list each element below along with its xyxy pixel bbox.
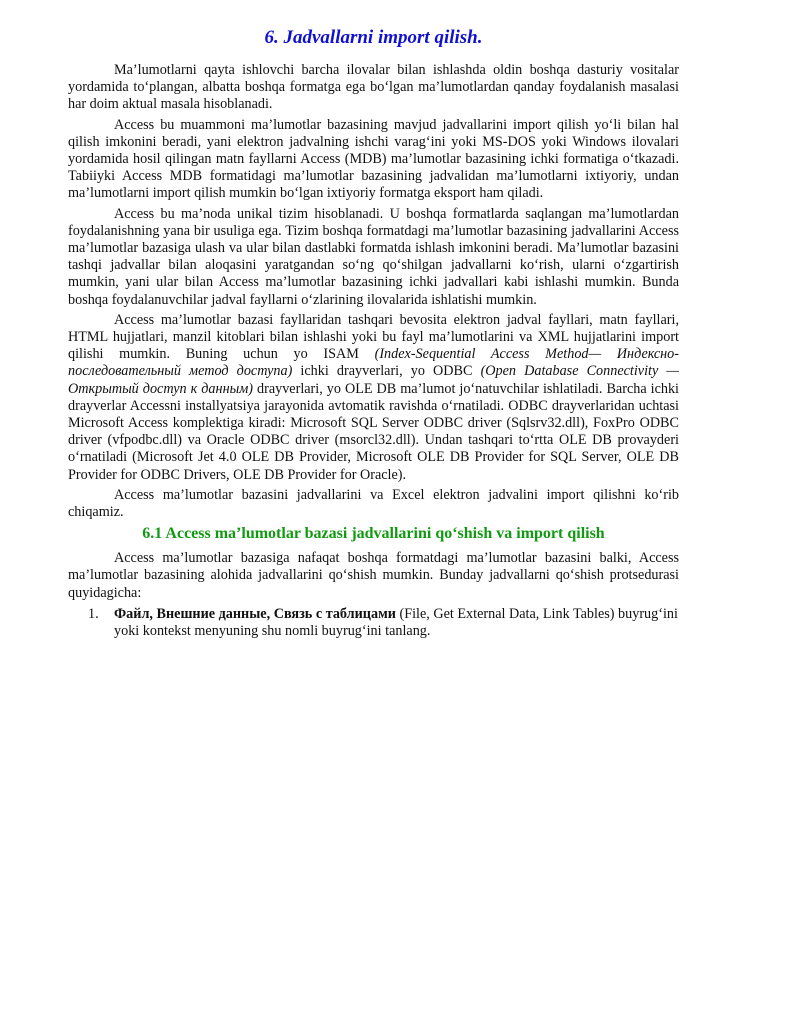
list-item <box>88 605 679 640</box>
page-title: 6. Jadvallarni import qilish. <box>264 27 483 48</box>
section-subtitle: 6.1 Access ma’lumotlar bazasi jadvallarini qo‘shish va import qilish <box>142 525 605 543</box>
list-item-text: (File, Get External Data, Link Tables) buyrug‘ini yoki kontekst menyuning shu nomli buyrug‘ini tanlang. <box>114 605 678 640</box>
paragraph-4 <box>68 312 679 484</box>
paragraph-4-text-a: Access ma’lumotlar bazasi fayllaridan tashqari bevosita elektron jadval fayllari, matn fayllari, HTML hujjatlari, manzil kitoblari bilan ishlashi yoki bu fayl ma’lumotlarini va XML hujjatlarini import qilishi mumkin. Buning uchun yo ISAM <box>68 311 679 363</box>
steps-list <box>68 606 679 640</box>
paragraph-4-text-c: ichki drayverlari, yo ODBC <box>292 363 481 380</box>
list-item-number: 1. <box>88 605 99 622</box>
paragraph-2: Access bu muammoni ma’lumotlar bazasining mavjud jadvallarini import qilish yo‘li bilan hal qilish imkonini beradi, yani elektron jadvalning ishchi varag‘ini yoki MS-DOS yoki Windows ilovalari yordamida hosil qilingan matn fayllarni Access (MDB) ma’lumotlar bazasining ichki formatiga o‘tkazadi. Tabiiyki Access MDB formatidagi ma’lumotlar bazasining jadvalidan ma’lumotlarni ixtiyoriy, undan ma’lumotlarni import qilish mumkin bo‘lgan ixtiyoriy formatga eksport ham qiladi. <box>68 116 679 202</box>
paragraph-1: Ma’lumotlarni qayta ishlovchi barcha ilovalar bilan ishlashda oldin boshqa dasturiy vositalar yordamida to‘plangan, albatta boshqa formatga ega bo‘lgan ma’lumotlardan qanday foydalanish masalasi har doim aktual masala hisoblanadi. <box>68 62 679 113</box>
paragraph-5: Access ma’lumotlar bazasini jadvallarini va Excel elektron jadvalini import qilishni ko‘rib chiqamiz. <box>68 486 679 521</box>
menu-command-bold: Файл, Внешние данные, Связь с таблицами <box>114 605 396 622</box>
odbc-definition: (Open Database Connectivity — Открытый доступ к данным) <box>68 363 679 397</box>
document-page <box>68 26 679 640</box>
isam-definition: (Index-Sequential Access Method— Индексно-последовательный метод доступа) <box>68 346 679 380</box>
paragraph-3: Access bu ma’noda unikal tizim hisoblanadi. U boshqa formatlarda saqlangan ma’lumotlardan foydalanishning yana bir usuliga ega. Tizim boshqa formatdagi ma’lumotlar bazasining jadvallarini Access ma’lumotlar bazasiga ulash va ular bilan dastlabki formatda ishlash imkonini beradi. Ma’lumotlar bazasini tashqi jadvallar bilan aloqasini yaratgandan so‘ng qo‘shilgan jadvallarni ko‘rish, ularni o‘zgartirish mumkin, yani ular bilan Access ma’lumotlar bazasining ichki jadvallari kabi ishlashi mumkin. Bunda boshqa foydalanuvchilar jadval fayllarni o‘zlarining ilovalarida ishlatishi mumkin. <box>68 205 679 308</box>
paragraph-4-text-e: drayverlari, yo OLE DB ma’lumot jo‘natuvchilar ishlatiladi. Barcha ichki drayverlar Accessni installyatsiya jarayonida avtomatik ravishda o‘rnatiladi. ODBC drayverlaridan uchtasi Microsoft Access komplektiga kiradi: Microsoft SQL Server ODBC driver (Sqlsrv32.dll), FoxPro ODBC driver (vfpodbc.dll) va Oracle ODBC driver (msorcl32.dll). Undan tashqari to‘rtta OLE DB provayderi o‘rnatiladi (Microsoft Jet 4.0 OLE DB Provider, Microsoft OLE DB Provider for SQL Server, OLE DB Provider for ODBC Drivers, OLE DB Provider for Oracle). <box>68 380 679 483</box>
paragraph-6: Access ma’lumotlar bazasiga nafaqat boshqa formatdagi ma’lumotlar bazasini balki, Access ma’lumotlar bazasining alohida jadvallarini qo‘shish mumkin. Bunday jadvallarni qo‘shish protsedurasi quyidagicha: <box>68 550 679 601</box>
